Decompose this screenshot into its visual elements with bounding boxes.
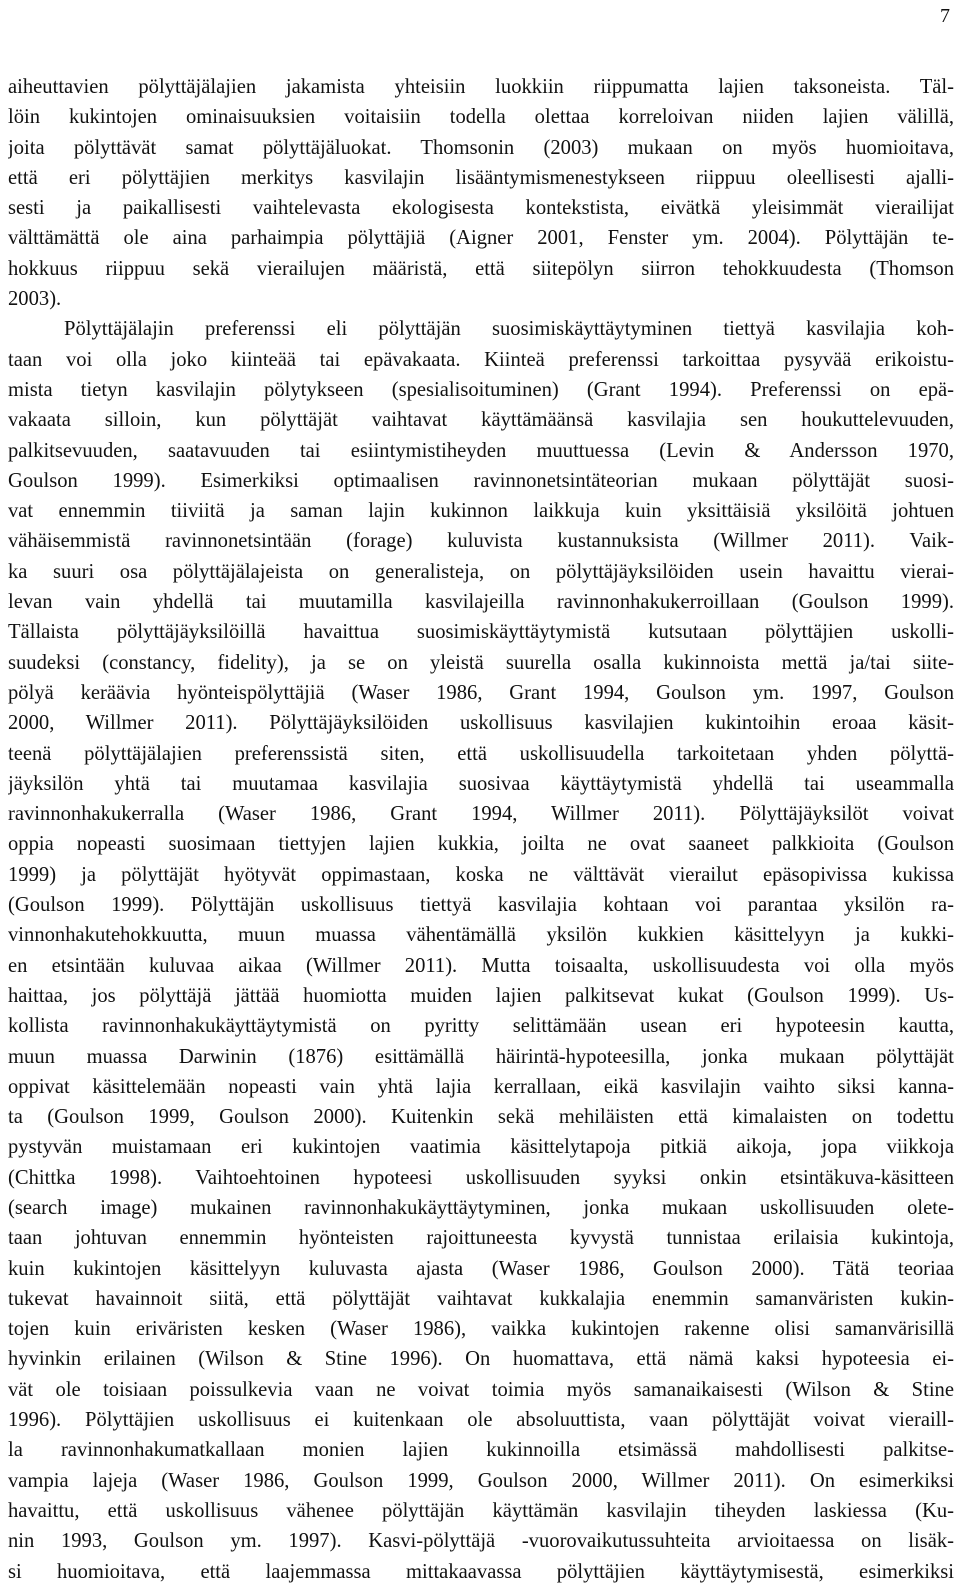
text-line: palkitsevuuden, saatavuuden tai esiintymistiheyden muuttuessa (Levin & Andersson 1970, [8, 439, 954, 462]
text-line: taan johtuvan ennemmin hyönteisten rajoittuneesta kyvystä tunnistaa erilaisia kukintoja, [8, 1227, 954, 1250]
text-line: ravinnonhakukerralla (Waser 1986, Grant 1994, Willmer 2011). Pölyttäjäyksilöt voivat [8, 803, 954, 826]
text-line: (Goulson 1999). Pölyttäjän uskollisuus tiettyä kasvilajia kohtaan voi parantaa yksilön ra- [8, 894, 954, 917]
text-line: taan voi olla joko kiinteää tai epävakaata. Kiinteä preferenssi tarkoittaa pysyvää erikoistu- [8, 348, 954, 371]
text-line: muun muassa Darwinin (1876) esittämällä häirintä-hypoteesilla, jonka mukaan pölyttäjät [8, 1045, 954, 1068]
text-line: 1999) ja pölyttäjät hyötyvät oppimastaan, koska ne välttävät vierailut epäsopivissa kukissa [8, 863, 954, 886]
text-line: 2003). [8, 288, 62, 311]
text-line: ka suuri osa pölyttäjälajeista on generalisteja, on pölyttäjäyksilöiden usein havaittu vierai- [8, 560, 954, 583]
text-line: levan vain yhdellä tai muutamilla kasvilajeilla ravinnonhakukerroillaan (Goulson 1999). [8, 591, 954, 614]
text-line: pystyvän muistamaan eri kukintojen vaatimia käsittelytapoja pitkiä aikoja, jopa viikkoja [8, 1136, 954, 1159]
text-line: havaittu, että uskollisuus vähenee pölyttäjän käyttämän kasvilajin tiheyden laskiessa (Ku- [8, 1499, 954, 1522]
body-text [8, 72, 954, 1587]
text-line: sesti ja paikallisesti vaihtelevasta ekologisesta kontekstista, eivätkä yleisimmät vierailijat [8, 197, 954, 220]
text-line: joita pölyttävät samat pölyttäjäluokat. Thomsonin (2003) mukaan on myös huomioitava, [8, 136, 954, 159]
text-line: jäyksilön yhtä tai muutamaa kasvilajia suosivaa käyttäytymistä yhdellä tai useammalla [8, 772, 954, 795]
text-line: kollista ravinnonhakukäyttäytymistä on pyritty selittämään usean eri hypoteesin kautta, [8, 1015, 954, 1038]
text-line: vinnonhakutehokkuutta, muun muassa vähentämällä yksilön kukkien käsittelyyn ja kukki- [8, 924, 954, 947]
text-line: pölyä keräävia hyönteispölyttäjiä (Waser 1986, Grant 1994, Goulson ym. 1997, Goulson [8, 681, 954, 704]
text-line: la ravinnonhakumatkallaan monien lajien kukinnoilla etsimässä mahdollisesti palkitse- [8, 1439, 954, 1462]
text-line: vät ole toisiaan poissulkevia vaan ne voivat toimia myös samanaikaisesti (Wilson & Stine [8, 1378, 954, 1401]
text-line: 2000, Willmer 2011). Pölyttäjäyksilöiden uskollisuus kasvilajien kukintoihin eroaa käsit- [8, 712, 954, 735]
text-line: hokkuus riippuu sekä vierailujen määristä, että siitepölyn siirron tehokkuudesta (Thomson [8, 257, 954, 280]
text-line: tukevat havainnoit siitä, että pölyttäjät vaihtavat kukkalajia enemmin samanväristen kukin- [8, 1287, 954, 1310]
text-line: löin kukintojen ominaisuuksien voitaisiin todella olettaa korreloivan niiden lajien välillä, [8, 106, 954, 129]
text-line: että eri pölyttäjien merkitys kasvilajin lisääntymismenestykseen riippuu oleellisesti ajalli- [8, 166, 954, 189]
text-line: mista tietyn kasvilajin pölytykseen (spesialisoituminen) (Grant 1994). Preferenssi on epä- [8, 378, 954, 401]
text-line: oppivat käsittelemään nopeasti vain yhtä lajia kerrallaan, eikä kasvilajin vaihto siksi kanna- [8, 1075, 954, 1098]
text-line: 1996). Pölyttäjien uskollisuus ei kuitenkaan ole absoluuttista, vaan pölyttäjät voivat vieraill- [8, 1409, 954, 1432]
text-line: tojen kuin eriväristen kesken (Waser 1986), vaikka kukintojen rakenne olisi samanvärisillä [8, 1318, 954, 1341]
text-line: oppia nopeasti suosimaan tiettyjen lajien kukkia, joilta ne ovat saaneet palkkioita (Goulson [8, 833, 954, 856]
text-line: hyvinkin erilainen (Wilson & Stine 1996). On huomattava, että nämä kaksi hypoteesia ei- [8, 1348, 954, 1371]
text-line: Goulson 1999). Esimerkiksi optimaalisen ravinnonetsintäteorian mukaan pölyttäjät suosi- [8, 469, 954, 492]
text-line: suudeksi (constancy, fidelity), ja se on yleistä suurella osalla kukinnoista mettä ja/tai siite- [8, 651, 954, 674]
text-line: ta (Goulson 1999, Goulson 2000). Kuitenkin sekä mehiläisten että kimalaisten on todettu [8, 1106, 954, 1129]
text-line: kuin kukintojen käsittelyyn kuluvasta ajasta (Waser 1986, Goulson 2000). Tätä teoriaa [8, 1257, 954, 1280]
text-line: vakaata silloin, kun pölyttäjät vaihtavat käyttämäänsä kasvilajia sen houkuttelevuuden, [8, 409, 954, 432]
text-line: nin 1993, Goulson ym. 1997). Kasvi-pölyttäjä -vuorovaikutussuhteita arvioitaessa on lisäk- [8, 1530, 954, 1553]
text-line: si huomioitava, että laajemmassa mittakaavassa pölyttäjien käyttäytymisestä, esimerkiksi [8, 1560, 954, 1583]
text-line: (search image) mukainen ravinnonhakukäyttäytyminen, jonka mukaan uskollisuuden olete- [8, 1196, 954, 1219]
text-line: Pölyttäjälajin preferenssi eli pölyttäjän suosimiskäyttäytyminen tiettyä kasvilajia koh- [64, 318, 954, 341]
page-number: 7 [940, 5, 950, 27]
text-line: en etsintään kuluvaa aikaa (Willmer 2011). Mutta toisaalta, uskollisuudesta voi olla myös [8, 954, 954, 977]
text-line: teenä pölyttäjälajien preferenssistä siten, että uskollisuudella tarkoitetaan yhden pölyttä- [8, 742, 954, 765]
text-line: välttämättä ole aina parhaimpia pölyttäjiä (Aigner 2001, Fenster ym. 2004). Pölyttäjän te- [8, 227, 954, 250]
text-line: aiheuttavien pölyttäjälajien jakamista yhteisiin luokkiin riippumatta lajien taksoneista. Täl- [8, 76, 954, 98]
text-line: vat ennemmin tiiviitä ja saman lajin kukinnon laikkuja kuin yksittäisiä yksilöitä johtuen [8, 500, 954, 523]
text-line: vampia lajeja (Waser 1986, Goulson 1999, Goulson 2000, Willmer 2011). On esimerkiksi [8, 1469, 954, 1492]
text-line: Tällaista pölyttäjäyksilöillä havaittua suosimiskäyttäytymistä kutsutaan pölyttäjien uskolli- [8, 621, 954, 644]
text-line: (Chittka 1998). Vaihtoehtoinen hypoteesi uskollisuuden syyksi onkin etsintäkuva-käsitteen [8, 1166, 954, 1189]
text-line: vähäisemmistä ravinnonetsintään (forage) kuluvista kustannuksista (Willmer 2011). Vaik- [8, 530, 954, 553]
text-line: haittaa, jos pölyttäjä jättää huomiotta muiden lajien palkitsevat kukat (Goulson 1999). Us- [8, 984, 954, 1007]
